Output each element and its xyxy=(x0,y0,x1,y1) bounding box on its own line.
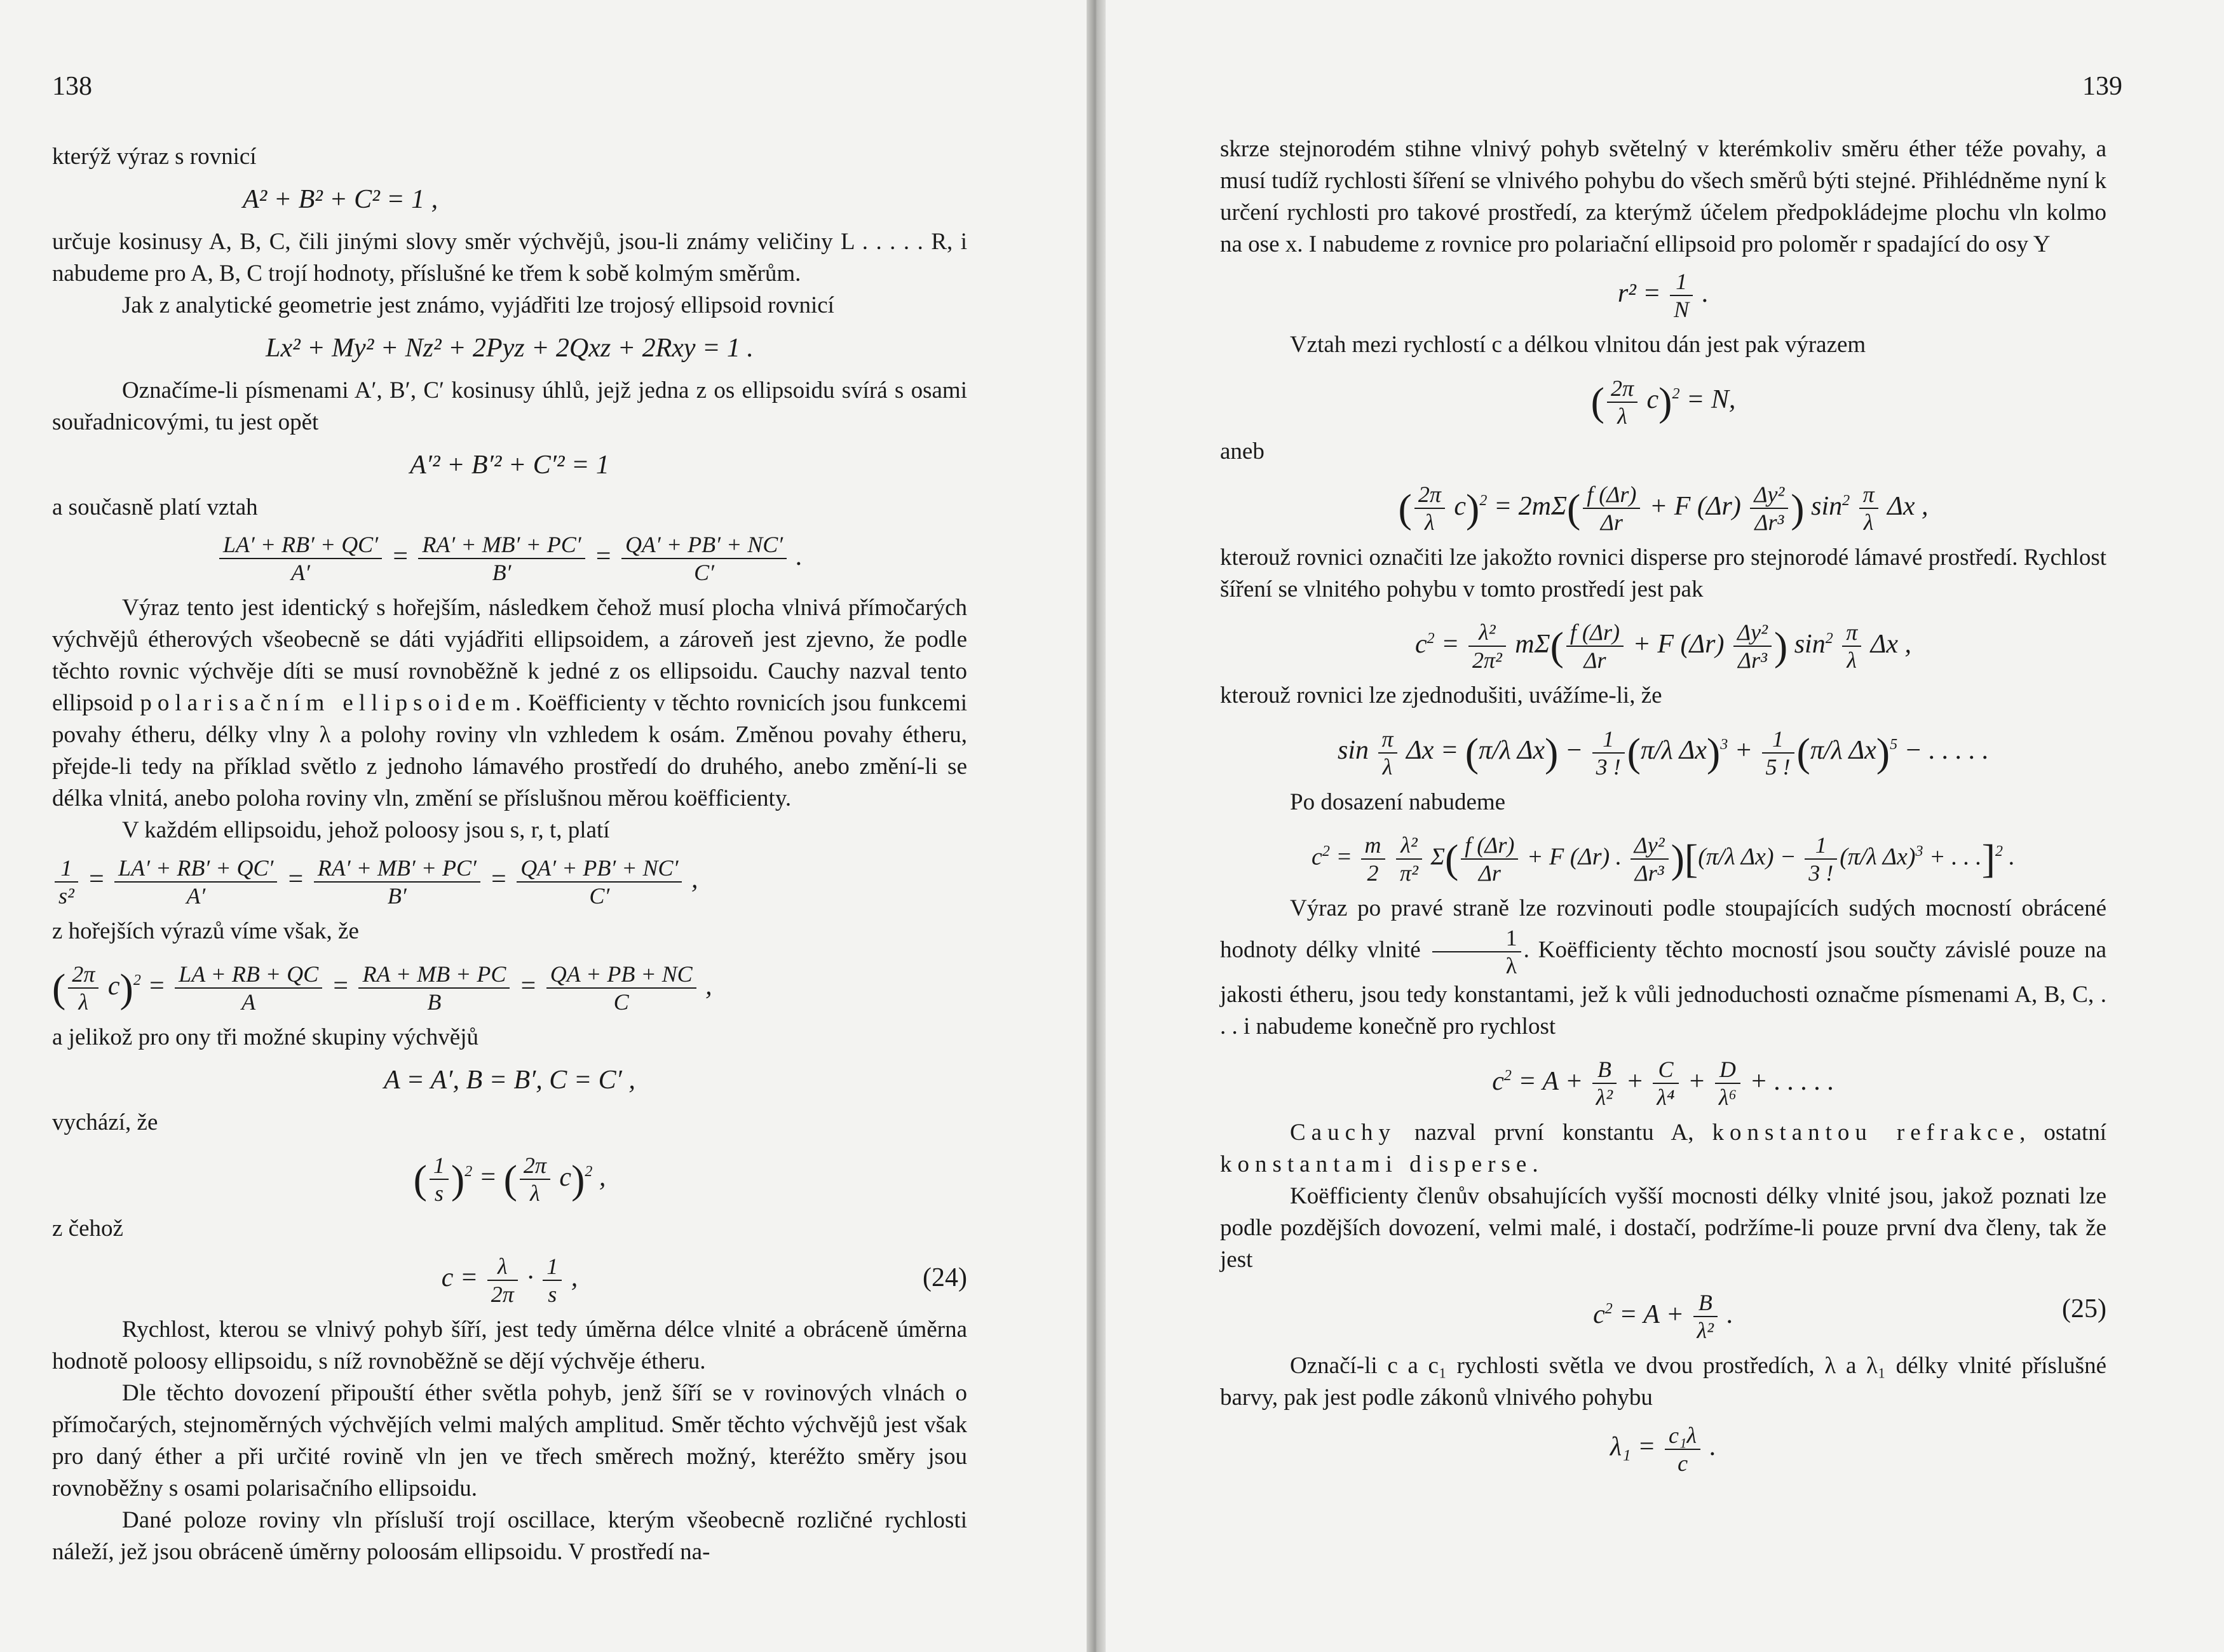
equation-25: $c^2 = A$ + $\frac{B}{\text{λ²}}$ . (25) xyxy=(1220,1282,2106,1344)
equation: r² = $\frac{1}{N}$ . xyxy=(1617,269,1709,323)
equation: ( $\frac{2\pi}{\lambda}$ c)$^2$ = N, xyxy=(1590,375,1736,429)
paragraph: skrze stejnorodém stihne vlnivý pohyb světelný v kterémkoliv směru éther téže povahy, a musí tudíž rychlosti šíření se vlnivého pohybu do všech směrů býti stejné. Přihlédněme nyní k určení rychlosti pro takové prostředí, za kterýmž účelem předpokládejme plochu vln kolmo na ose x. I nabudeme z rovnice pro polariační ellipsoid pro poloměr r spadající do osy Y xyxy=(1220,136,2106,257)
page-number: 139 xyxy=(2082,72,2122,101)
equation-number: (25) xyxy=(2062,1294,2106,1324)
paragraph: Dané poloze roviny vln přísluší trojí oscillace, kterým všeobecně rozličné rychlosti náleží, jež jsou obráceně úměrny poloosám ellipsoidu. V prostředí na- xyxy=(52,1506,967,1565)
dispersion-equation: ( $\frac{2\pi}{\lambda}$ c)$^2$ = 2mΣ( $\frac{f (\Delta r)}{\Delta r}$ + F (Δr) $\frac{\text{Δy²}}{\text{Δr³}}$ ) $\sin^2$ $\frac{\pi}{\lambda}$ Δx , xyxy=(1398,482,1929,536)
equation: $c^2$ = $\frac{\text{λ²}}{\text{2π²}}$ mΣ( $\frac{f (\Delta r)}{\Delta r}$ + F (Δr) $\frac{\text{Δy²}}{\text{Δr³}}$ ) $\sin^2$ $\frac{\pi}{\lambda}$ Δx , xyxy=(1414,620,1912,674)
equation: ( $\frac{1}{s}$ )$^2$ = ( $\frac{2\pi}{\lambda}$ c)$^2$ , xyxy=(413,1153,606,1207)
paragraph: kterouž rovnici označiti lze jakožto rovnici disperse pro stejnorodé lámavé prostředí. Rychlost šíření se vlnitého pohybu v tomto prostředí jest pak xyxy=(1220,545,2106,603)
equation: $c^2$ = $\frac{m}{2}$ $\frac{\text{λ²}}{\text{π²}}$ Σ( $\frac{f (\Delta r)}{\Delta r}$ + F (Δr) . $\frac{\text{Δy²}}{\text{Δr³}}$ )[(π/λ Δx) − $\frac{1}{3 !}$ (π/λ Δx)$^3$ + . . .]$^2$ . xyxy=(1312,832,2015,886)
book-gutter xyxy=(1087,0,1106,1652)
paragraph: Po dosazení nabudeme xyxy=(1290,789,1506,815)
paragraph: kterýž výraz s rovnicí xyxy=(52,144,257,170)
equation: A² + B² + C² = 1 , xyxy=(243,185,438,214)
sine-series-equation: sin $\frac{\pi}{\lambda}$ Δx = (π/λ Δx) − $\frac{1}{3 !}$ (π/λ Δx)$^3$ + $\frac{1}{5 !}$ (π/λ Δx)$^5$ − . . . . . xyxy=(1338,726,1989,780)
equation: ( $\frac{2\pi}{\lambda}$ c)$^2$ = $\frac{LA + RB + QC}{A}$ = $\frac{RA + MB + PC}{B}$ = $\frac{QA + PB + NC}{C}$ , xyxy=(52,961,712,1015)
paragraph: aneb xyxy=(1220,438,1265,464)
right-page xyxy=(1106,0,2224,1652)
equation: $\frac{LA' + RB' + QC'}{A'}$ = $\frac{RA' + MB' + PC'}{B'}$ = $\frac{QA' + PB' + NC'}{C'}$ . xyxy=(52,530,967,586)
right-text-column xyxy=(1220,133,2106,1483)
paragraph: vychází, že xyxy=(52,1109,158,1136)
equation: A = A′, B = B′, C = C′ , xyxy=(384,1066,635,1095)
paragraph: Rychlost, kterou se vlnivý pohyb šíří, jest tedy úměrna délce vlnité a obráceně úměrna hodnotě poloosy ellipsoidu, s níž rovnoběžně se dějí výchvěje étheru. xyxy=(52,1316,967,1374)
cauchy-equation: $c^2 = A$ + $\frac{B}{\text{λ²}}$ + $\frac{C}{\text{λ⁴}}$ + $\frac{D}{\text{λ⁶}}$ + . . . . . xyxy=(1492,1057,1834,1111)
page-number: 138 xyxy=(52,72,92,101)
paragraph: Výraz po pravé straně lze rozvinouti podle stoupajících sudých mocností obrácené hodnoty délky vlnité $\frac{1}{\lambda}$ . Koëfficienty těchto mocností jsou součty závislé pouze na jakosti étheru, jsou tedy konstantami, jež k vůli jednoduchosti označme písmenami A, B, C, . . . i nabudeme konečně pro rychlost xyxy=(1220,895,2107,1039)
paragraph: Cauchy nazval první konstantu A, konstantou refrakce, ostatní konstantami disperse. xyxy=(1220,1120,2107,1178)
paragraph: Dle těchto dovození připouští éther světla pohyb, jenž šíří se v rovinových vlnách o přímočarých, stejnoměrných výchvějích velmi malých amplitud. Směr těchto výchvějů jest však pro daný éther a při určité rovině vln jen ve třech směrech možný, kteréžto směry jsou rovnoběžny s osami polarisačního ellipsoidu. xyxy=(52,1379,967,1501)
paragraph: Koëfficienty členův obsahujících vyšší mocnosti délky vlnité jsou, jakož poznati lze podle pozdějších dovození, velmi malé, i dostačí, podržíme-li pouze první dva členy, tak že jest xyxy=(1220,1183,2106,1273)
left-text-column xyxy=(52,141,967,1568)
equation-number: (24) xyxy=(923,1263,967,1293)
paragraph: a jelikož pro ony tři možné skupiny výchvějů xyxy=(52,1024,478,1051)
equation: λ₁ = $\frac{\text{c₁λ}}{c}$ . xyxy=(1610,1422,1717,1476)
paragraph: z čehož xyxy=(52,1215,123,1242)
paragraph: Označí-li c a c₁ rychlosti světla ve dvou prostředích, λ a λ₁ délky vlnité příslušné barvy, pak jest podle zákonů vlnivého pohybu xyxy=(1220,1353,2106,1411)
paragraph: Výraz tento jest identický s hořejším, následkem čehož musí plocha vlnivá přímočarých výchvějů étherových všeobecně se dáti vyjádřiti ellipsoidem, a zároveň jest zjevno, že podle těchto rovnic výchvěje díti se musí rovnoběžně k jedné z os ellipsoidu. Cauchy nazval tento ellipsoid polarisačním ellipsoidem. Koëfficienty v těchto rovnicích jsou funkcemi povahy étheru, délky vlny λ a polohy roviny vln vzhledem k osám. Změnou povahy étheru, přejde-li tedy na příklad světlo z jednoho lámavého prostředí do druhého, anebo změní-li se délka vlnitá, anebo poloha roviny vln, změní se příslušnou měrou koëfficienty. xyxy=(52,595,968,812)
paragraph: a současně platí vztah xyxy=(52,494,258,520)
equation-24: c = $\frac{\lambda}{2\pi}$ · $\frac{1}{s}$ , (24) xyxy=(52,1251,967,1307)
ellipsoid-equation: Lx² + My² + Nz² + 2Pyz + 2Qxz + 2Rxy = 1 . xyxy=(266,334,754,363)
paragraph: z hořejších výrazů víme však, že xyxy=(52,917,359,944)
paragraph: Označíme-li písmenami A′, B′, C′ kosinusy úhlů, jejž jedna z os ellipsoidu svírá s osami souřadnicovými, tu jest opět xyxy=(52,377,967,435)
equation: A′² + B′² + C′² = 1 xyxy=(410,450,609,480)
equation: $\frac{1}{\text{s²}}$ = $\frac{LA' + RB' + QC'}{A'}$ = $\frac{RA' + MB' + PC'}{B'}$ = $\frac{QA' + PB' + NC'}{C'}$ , xyxy=(52,853,967,909)
paragraph: Vztah mezi rychlostí c a délkou vlnitou dán jest pak výrazem xyxy=(1290,332,1866,358)
paragraph: Jak z analytické geometrie jest známo, vyjádřiti lze trojosý ellipsoid rovnicí xyxy=(122,292,834,318)
paragraph: kterouž rovnici lze zjednodušiti, uvážíme-li, že xyxy=(1220,682,1662,709)
left-page xyxy=(0,0,1087,1652)
paragraph: určuje kosinusy A, B, C, čili jinými slovy směr výchvějů, jsou-li známy veličiny L . . . . . R, i nabudeme pro A, B, C trojí hodnoty, příslušné ke třem k sobě kolmým směrům. xyxy=(52,229,967,287)
paragraph: V každém ellipsoidu, jehož poloosy jsou s, r, t, platí xyxy=(122,817,610,844)
